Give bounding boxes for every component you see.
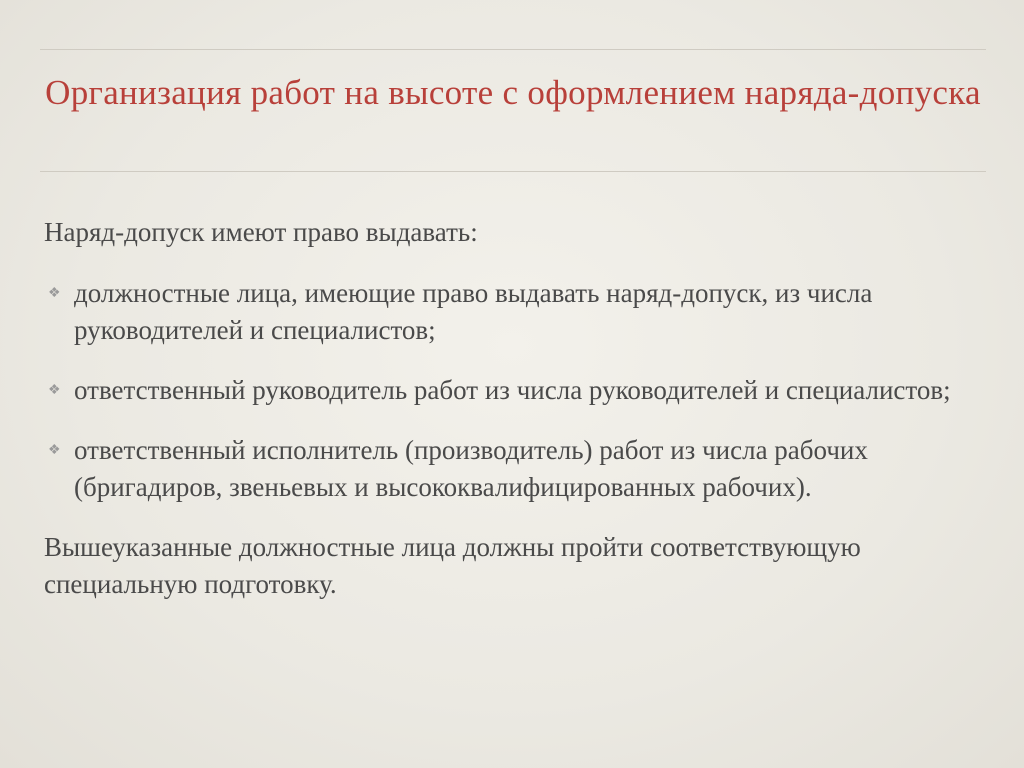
title-top-divider [40,49,986,50]
outro-text: Вышеуказанные должностные лица должны пройти соответствующую специальную подготовку. [44,532,861,599]
intro-text: Наряд-допуск имеют право выдавать: [44,217,478,247]
bullet-text: ответственный руководитель работ из числа руководителей и специалистов; [74,375,951,405]
diamond-bullet-icon: ❖ [48,443,61,458]
title-bottom-divider [40,171,986,172]
bullet-item [44,432,974,506]
diamond-bullet-icon: ❖ [48,383,61,398]
bullet-item [44,372,974,409]
bullet-text: ответственный исполнитель (производитель) работ из числа рабочих (бригадиров, звеньевых и высококвалифицированных рабочих). [74,435,868,502]
bullet-item [44,275,974,349]
diamond-bullet-icon: ❖ [48,286,61,301]
bullet-list [44,275,974,506]
bullet-text: должностные лица, имеющие право выдавать наряд-допуск, из числа руководителей и специалистов; [74,278,873,345]
slide-body [44,214,974,603]
slide-title: Организация работ на высоте с оформлением наряда-допуска [45,73,981,112]
